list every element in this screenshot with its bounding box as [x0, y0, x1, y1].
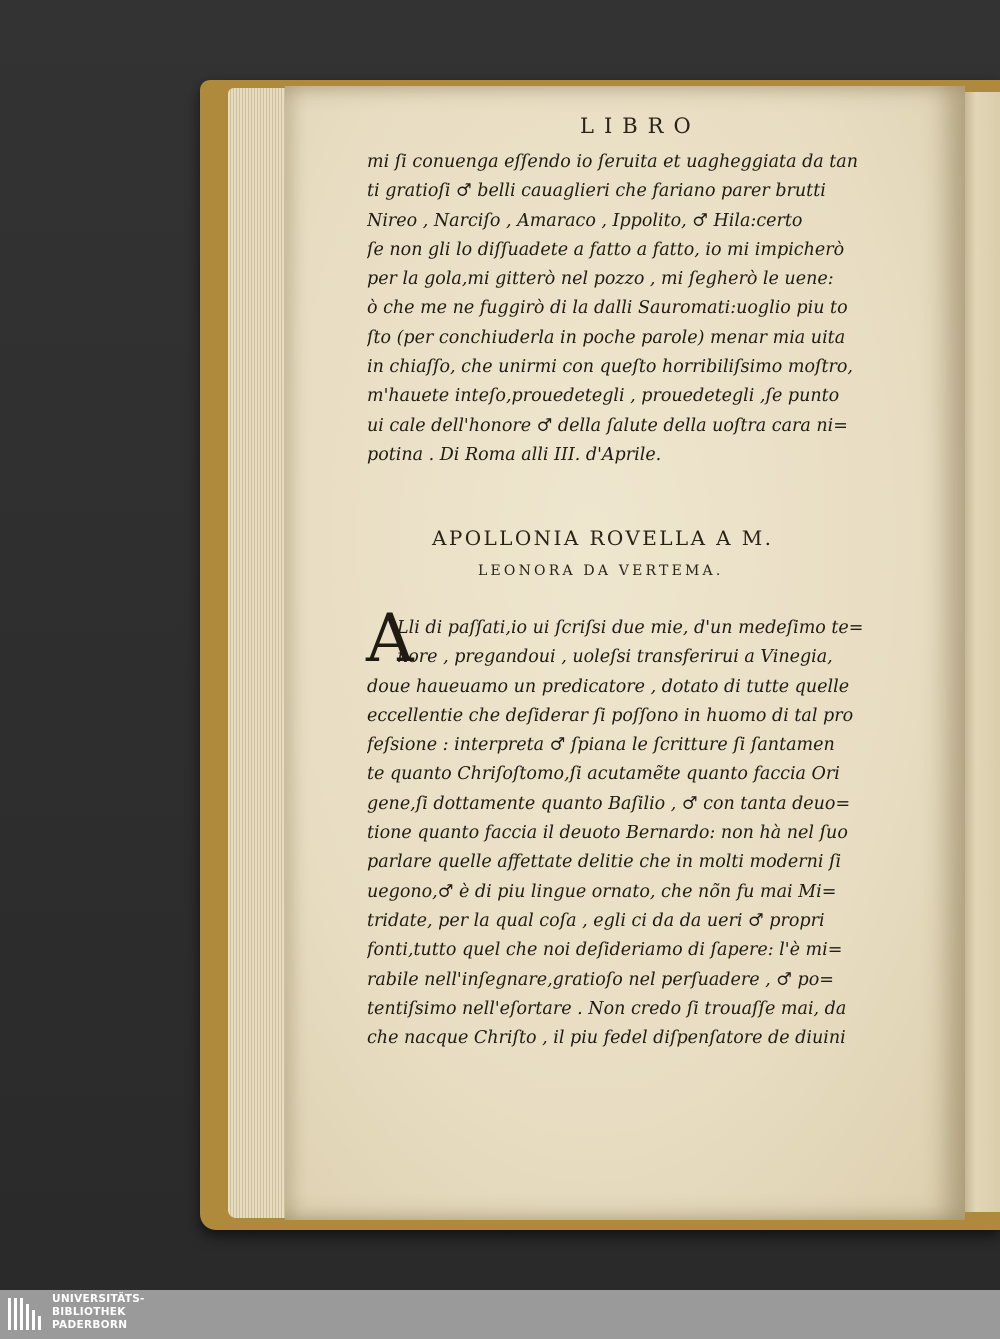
text-line: tentiſsimo nell'eſortare . Non credo ſi trouaſſe mai, da: [367, 998, 847, 1019]
text-line: Lli di paſſati,io ui ſcriſsi due mie, d'un medeſimo te=: [397, 618, 864, 638]
text-block-letter: [367, 614, 912, 1053]
text-line: eccellentie che deſiderar ſi poſſono in huomo di tal pro: [367, 705, 854, 726]
text-line: che nacque Chriſto , il piu fedel diſpenſatore de diuini: [367, 1028, 846, 1049]
text-line: ui cale dell'honore ♂ della ſalute della uoſtra cara ni=: [367, 415, 848, 436]
page-edges: [228, 88, 288, 1218]
text-line: tione quanto faccia il deuoto Bernardo: non hà nel ſuo: [367, 823, 848, 844]
letter-subheading: LEONORA DA VERTEMA.: [478, 563, 724, 579]
text-line: ſe non gli lo diſſuadete a fatto a fatto, io mi impicherò: [367, 239, 845, 260]
letter-heading: APOLLONIA ROVELLA A M.: [432, 526, 774, 550]
drop-cap: A: [366, 600, 414, 677]
text-line: mi ſi conuenga eſſendo io ſeruita et uagheggiata da tan: [367, 152, 859, 172]
text-line: parlare quelle affettate delitie che in molti moderni ſi: [367, 852, 842, 873]
text-line: tridate, per la qual coſa , egli ci da da ueri ♂ propri: [367, 910, 825, 931]
text-block-top: [367, 148, 912, 470]
text-line: ò che me ne fuggirò di la dalli Sauromati:uoglio piu to: [367, 298, 848, 319]
text-line: potina . Di Roma alli III. d'Aprile.: [367, 444, 662, 465]
text-line: per la gola,mi gitterò nel pozzo , mi ſegherò le uene:: [367, 269, 834, 290]
facing-page-edge: [960, 92, 1000, 1212]
text-line: rabile nell'inſegnare,gratioſo nel perſuadere , ♂ po=: [367, 969, 834, 990]
library-logo-icon: [6, 1294, 46, 1334]
text-line: feſsione : interpreta ♂ ſpiana le ſcritture ſi ſantamen: [367, 735, 835, 756]
text-line: Nireo , Narciſo , Amaraco , Ippolito, ♂ Hila:certo: [367, 210, 803, 231]
library-name: [52, 1293, 145, 1332]
text-line: nore , pregandoui , uoleſsi transferirui a Vinegia,: [397, 647, 833, 668]
library-name-line1: UNIVERSITÄTS-: [52, 1293, 145, 1305]
text-line: in chiaſſo, che unirmi con queſto horribiliſsimo moſtro,: [367, 357, 853, 378]
running-head: LIBRO: [580, 114, 701, 138]
text-line: ti gratioſi ♂ belli cauaglieri che fariano parer brutti: [367, 181, 826, 202]
text-line: fonti,tutto quel che noi deſideriamo di ſapere: l'è mi=: [367, 940, 843, 961]
library-name-line2: BIBLIOTHEK: [52, 1306, 126, 1318]
library-name-line3: PADERBORN: [52, 1319, 128, 1331]
footer-bar: [0, 1290, 1000, 1339]
text-line: m'hauete inteſo,prouedetegli , prouedetegli ,ſe punto: [367, 386, 840, 407]
text-line: gene,ſi dottamente quanto Baſilio , ♂ con tanta deuo=: [367, 793, 851, 814]
text-line: ſto (per conchiuderla in poche parole) menar mia uita: [367, 327, 846, 348]
text-line: te quanto Chriſoſtomo,ſi acutamẽte quanto faccia Ori: [367, 764, 840, 785]
text-line: doue haueuamo un predicatore , dotato di tutte quelle: [367, 676, 850, 697]
text-line: uegono,♂ è di piu lingue ornato, che nõn fu mai Mi=: [367, 881, 837, 902]
